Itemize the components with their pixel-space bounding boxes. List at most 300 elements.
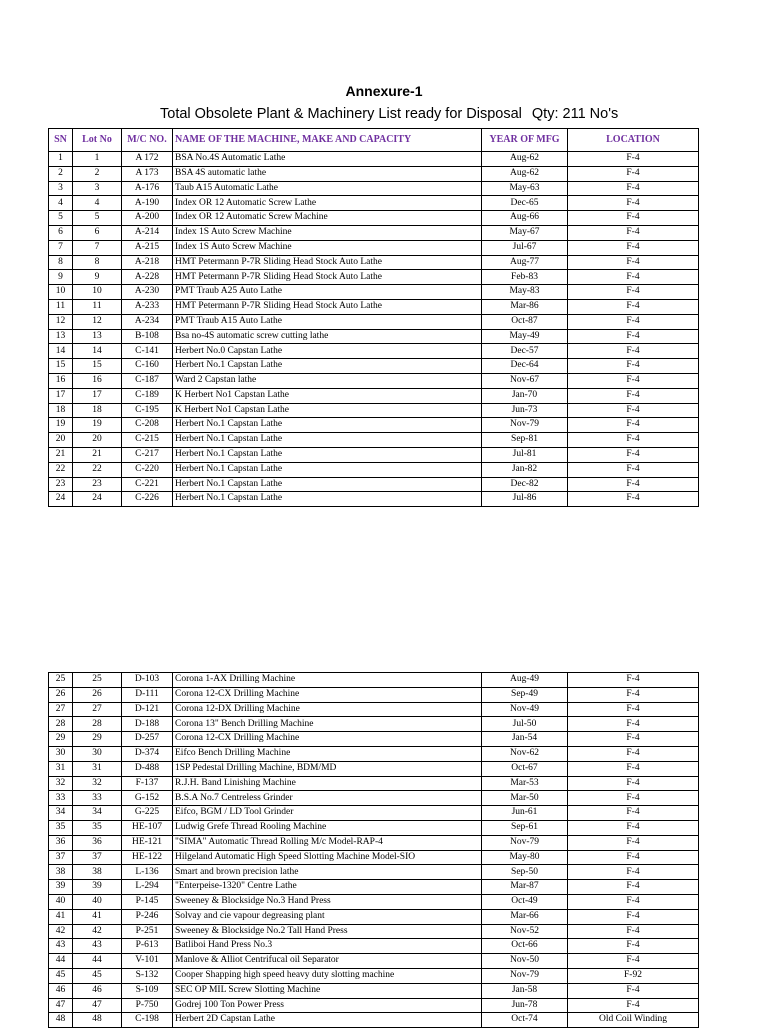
sn-cell: 1 <box>49 152 73 167</box>
table-row <box>49 447 699 462</box>
year-of-mfg-cell: May-49 <box>482 329 568 344</box>
sn-cell: 5 <box>49 211 73 226</box>
sn-cell: 3 <box>49 181 73 196</box>
sn-cell: 30 <box>49 746 73 761</box>
lot-no-cell: 7 <box>73 240 122 255</box>
location-cell: F-4 <box>568 299 699 314</box>
table-row <box>49 717 699 732</box>
lot-no-cell: 19 <box>73 418 122 433</box>
sn-cell: 40 <box>49 894 73 909</box>
year-of-mfg-cell: Aug-66 <box>482 211 568 226</box>
year-of-mfg-cell: Mar-53 <box>482 776 568 791</box>
sn-cell: 23 <box>49 477 73 492</box>
table-row <box>49 998 699 1013</box>
mc-no-cell: C-226 <box>122 492 173 507</box>
lot-no-cell: 31 <box>73 761 122 776</box>
lot-no-cell: 13 <box>73 329 122 344</box>
lot-no-cell: 22 <box>73 462 122 477</box>
year-of-mfg-cell: Dec-57 <box>482 344 568 359</box>
location-cell: F-4 <box>568 211 699 226</box>
subtitle-text: Total Obsolete Plant & Machinery List ready for Disposal <box>160 106 522 122</box>
location-cell: F-4 <box>568 880 699 895</box>
table-row <box>49 850 699 865</box>
sn-cell: 33 <box>49 791 73 806</box>
machine-name-cell: Index 1S Auto Screw Machine <box>173 225 482 240</box>
mc-no-cell: A 173 <box>122 166 173 181</box>
machine-name-cell: Taub A15 Automatic Lathe <box>173 181 482 196</box>
lot-no-cell: 3 <box>73 181 122 196</box>
year-of-mfg-cell: Sep-50 <box>482 865 568 880</box>
location-cell: F-4 <box>568 954 699 969</box>
year-of-mfg-cell: Jun-73 <box>482 403 568 418</box>
sn-cell: 20 <box>49 433 73 448</box>
header-machine-name: NAME OF THE MACHINE, MAKE AND CAPACITY <box>173 129 482 152</box>
location-cell: F-4 <box>568 761 699 776</box>
lot-no-cell: 5 <box>73 211 122 226</box>
location-cell: F-4 <box>568 850 699 865</box>
mc-no-cell: HE-121 <box>122 835 173 850</box>
mc-no-cell: A-230 <box>122 285 173 300</box>
machine-name-cell: Ward 2 Capstan lathe <box>173 373 482 388</box>
sn-cell: 2 <box>49 166 73 181</box>
location-cell: F-4 <box>568 447 699 462</box>
location-cell: F-4 <box>568 673 699 688</box>
table-row <box>49 152 699 167</box>
header-year-of-mfg: YEAR OF MFG <box>482 129 568 152</box>
mc-no-cell: D-488 <box>122 761 173 776</box>
sn-cell: 18 <box>49 403 73 418</box>
lot-no-cell: 46 <box>73 983 122 998</box>
machine-name-cell: "Enterpeise-1320" Centre Lathe <box>173 880 482 895</box>
mc-no-cell: C-187 <box>122 373 173 388</box>
location-cell: F-4 <box>568 152 699 167</box>
machine-name-cell: Corona 1-AX Drilling Machine <box>173 673 482 688</box>
lot-no-cell: 11 <box>73 299 122 314</box>
location-cell: F-4 <box>568 983 699 998</box>
table-row <box>49 806 699 821</box>
table-row <box>49 418 699 433</box>
table-row <box>49 968 699 983</box>
sn-cell: 7 <box>49 240 73 255</box>
table-row <box>49 477 699 492</box>
table-row <box>49 344 699 359</box>
location-cell: F-4 <box>568 746 699 761</box>
table-row <box>49 388 699 403</box>
lot-no-cell: 37 <box>73 850 122 865</box>
machine-name-cell: Godrej 100 Ton Power Press <box>173 998 482 1013</box>
machine-name-cell: Herbert No.1 Capstan Lathe <box>173 418 482 433</box>
mc-no-cell: P-613 <box>122 939 173 954</box>
mc-no-cell: A-190 <box>122 196 173 211</box>
mc-no-cell: D-374 <box>122 746 173 761</box>
mc-no-cell: P-750 <box>122 998 173 1013</box>
machine-name-cell: Herbert No.0 Capstan Lathe <box>173 344 482 359</box>
mc-no-cell: A-233 <box>122 299 173 314</box>
location-cell: F-4 <box>568 998 699 1013</box>
sn-cell: 13 <box>49 329 73 344</box>
lot-no-cell: 15 <box>73 359 122 374</box>
table-row <box>49 820 699 835</box>
lot-no-cell: 16 <box>73 373 122 388</box>
lot-no-cell: 35 <box>73 820 122 835</box>
location-cell: F-4 <box>568 477 699 492</box>
location-cell: F-4 <box>568 939 699 954</box>
location-cell: F-4 <box>568 225 699 240</box>
mc-no-cell: C-141 <box>122 344 173 359</box>
machine-name-cell: Corona 12-CX Drilling Machine <box>173 687 482 702</box>
machine-name-cell: Batliboi Hand Press No.3 <box>173 939 482 954</box>
machine-name-cell: "SIMA" Automatic Thread Rolling M/c Model-RAP-4 <box>173 835 482 850</box>
machine-name-cell: Index OR 12 Automatic Screw Machine <box>173 211 482 226</box>
sn-cell: 45 <box>49 968 73 983</box>
table-row <box>49 761 699 776</box>
year-of-mfg-cell: Jan-82 <box>482 462 568 477</box>
table-row <box>49 255 699 270</box>
lot-no-cell: 48 <box>73 1013 122 1028</box>
header-mc-no: M/C NO. <box>122 129 173 152</box>
lot-no-cell: 42 <box>73 924 122 939</box>
machine-name-cell: Eifco, BGM / LD Tool Grinder <box>173 806 482 821</box>
sn-cell: 37 <box>49 850 73 865</box>
table-row <box>49 835 699 850</box>
location-cell: F-4 <box>568 717 699 732</box>
sn-cell: 16 <box>49 373 73 388</box>
year-of-mfg-cell: Nov-52 <box>482 924 568 939</box>
machine-name-cell: 1SP Pedestal Drilling Machine, BDM/MD <box>173 761 482 776</box>
table-row <box>49 285 699 300</box>
machine-name-cell: Corona 12-DX Drilling Machine <box>173 702 482 717</box>
table-row <box>49 196 699 211</box>
sn-cell: 38 <box>49 865 73 880</box>
sn-cell: 12 <box>49 314 73 329</box>
machine-name-cell: Corona 12-CX Drilling Machine <box>173 732 482 747</box>
mc-no-cell: C-220 <box>122 462 173 477</box>
location-cell: F-4 <box>568 820 699 835</box>
table-row <box>49 983 699 998</box>
table-row <box>49 924 699 939</box>
mc-no-cell: A-214 <box>122 225 173 240</box>
machine-name-cell: HMT Petermann P-7R Sliding Head Stock Auto Lathe <box>173 255 482 270</box>
mc-no-cell: A-234 <box>122 314 173 329</box>
machine-name-cell: Index OR 12 Automatic Screw Lathe <box>173 196 482 211</box>
year-of-mfg-cell: Nov-50 <box>482 954 568 969</box>
machine-name-cell: Bsa no-4S automatic screw cutting lathe <box>173 329 482 344</box>
location-cell: F-4 <box>568 373 699 388</box>
year-of-mfg-cell: Aug-49 <box>482 673 568 688</box>
year-of-mfg-cell: Mar-50 <box>482 791 568 806</box>
year-of-mfg-cell: Jan-58 <box>482 983 568 998</box>
lot-no-cell: 44 <box>73 954 122 969</box>
mc-no-cell: HE-122 <box>122 850 173 865</box>
sn-cell: 29 <box>49 732 73 747</box>
mc-no-cell: S-109 <box>122 983 173 998</box>
lot-no-cell: 8 <box>73 255 122 270</box>
mc-no-cell: HE-107 <box>122 820 173 835</box>
location-cell: F-4 <box>568 909 699 924</box>
year-of-mfg-cell: Dec-82 <box>482 477 568 492</box>
sn-cell: 24 <box>49 492 73 507</box>
lot-no-cell: 24 <box>73 492 122 507</box>
machine-name-cell: Solvay and cie vapour degreasing plant <box>173 909 482 924</box>
machinery-table-1 <box>48 128 699 507</box>
lot-no-cell: 14 <box>73 344 122 359</box>
mc-no-cell: G-225 <box>122 806 173 821</box>
mc-no-cell: V-101 <box>122 954 173 969</box>
machine-name-cell: Herbert No.1 Capstan Lathe <box>173 492 482 507</box>
lot-no-cell: 39 <box>73 880 122 895</box>
machine-name-cell: Sweeney & Blocksidge No.2 Tall Hand Press <box>173 924 482 939</box>
lot-no-cell: 34 <box>73 806 122 821</box>
mc-no-cell: D-188 <box>122 717 173 732</box>
location-cell: F-4 <box>568 732 699 747</box>
location-cell: F-4 <box>568 687 699 702</box>
table-row <box>49 791 699 806</box>
year-of-mfg-cell: Jan-54 <box>482 732 568 747</box>
machine-name-cell: Manlove & Alliot Centrifucal oil Separator <box>173 954 482 969</box>
table-row <box>49 373 699 388</box>
sn-cell: 14 <box>49 344 73 359</box>
year-of-mfg-cell: Nov-67 <box>482 373 568 388</box>
year-of-mfg-cell: Nov-49 <box>482 702 568 717</box>
year-of-mfg-cell: May-83 <box>482 285 568 300</box>
sn-cell: 39 <box>49 880 73 895</box>
table-row <box>49 954 699 969</box>
year-of-mfg-cell: Oct-87 <box>482 314 568 329</box>
machine-name-cell: Herbert No.1 Capstan Lathe <box>173 447 482 462</box>
year-of-mfg-cell: Nov-79 <box>482 418 568 433</box>
mc-no-cell: G-152 <box>122 791 173 806</box>
lot-no-cell: 6 <box>73 225 122 240</box>
machine-name-cell: Ludwig Grefe Thread Rooling Machine <box>173 820 482 835</box>
machine-name-cell: Index 1S Auto Screw Machine <box>173 240 482 255</box>
mc-no-cell: S-132 <box>122 968 173 983</box>
lot-no-cell: 43 <box>73 939 122 954</box>
location-cell: F-4 <box>568 418 699 433</box>
mc-no-cell: P-246 <box>122 909 173 924</box>
sn-cell: 17 <box>49 388 73 403</box>
mc-no-cell: C-217 <box>122 447 173 462</box>
lot-no-cell: 41 <box>73 909 122 924</box>
year-of-mfg-cell: Oct-66 <box>482 939 568 954</box>
lot-no-cell: 36 <box>73 835 122 850</box>
year-of-mfg-cell: May-63 <box>482 181 568 196</box>
year-of-mfg-cell: Aug-62 <box>482 166 568 181</box>
mc-no-cell: B-108 <box>122 329 173 344</box>
location-cell: F-4 <box>568 196 699 211</box>
sn-cell: 10 <box>49 285 73 300</box>
year-of-mfg-cell: Nov-62 <box>482 746 568 761</box>
table-row <box>49 299 699 314</box>
table-row <box>49 166 699 181</box>
year-of-mfg-cell: Sep-61 <box>482 820 568 835</box>
mc-no-cell: C-221 <box>122 477 173 492</box>
mc-no-cell: C-195 <box>122 403 173 418</box>
location-cell: F-4 <box>568 314 699 329</box>
year-of-mfg-cell: May-67 <box>482 225 568 240</box>
table-row <box>49 702 699 717</box>
sn-cell: 48 <box>49 1013 73 1028</box>
sn-cell: 22 <box>49 462 73 477</box>
sn-cell: 41 <box>49 909 73 924</box>
year-of-mfg-cell: Mar-86 <box>482 299 568 314</box>
location-cell: F-4 <box>568 492 699 507</box>
lot-no-cell: 18 <box>73 403 122 418</box>
lot-no-cell: 30 <box>73 746 122 761</box>
mc-no-cell: L-294 <box>122 880 173 895</box>
machine-name-cell: Herbert No.1 Capstan Lathe <box>173 359 482 374</box>
mc-no-cell: A-215 <box>122 240 173 255</box>
table-row <box>49 433 699 448</box>
machine-name-cell: Herbert No.1 Capstan Lathe <box>173 462 482 477</box>
mc-no-cell: C-189 <box>122 388 173 403</box>
sn-cell: 6 <box>49 225 73 240</box>
sn-cell: 15 <box>49 359 73 374</box>
sn-cell: 34 <box>49 806 73 821</box>
lot-no-cell: 12 <box>73 314 122 329</box>
lot-no-cell: 28 <box>73 717 122 732</box>
location-cell: F-4 <box>568 702 699 717</box>
lot-no-cell: 20 <box>73 433 122 448</box>
lot-no-cell: 32 <box>73 776 122 791</box>
machine-name-cell: Hilgeland Automatic High Speed Slotting Machine Model-SIO <box>173 850 482 865</box>
table-row <box>49 939 699 954</box>
table-row <box>49 865 699 880</box>
machine-name-cell: HMT Petermann P-7R Sliding Head Stock Auto Lathe <box>173 299 482 314</box>
sn-cell: 43 <box>49 939 73 954</box>
location-cell: Old Coil Winding <box>568 1013 699 1028</box>
header-location: LOCATION <box>568 129 699 152</box>
mc-no-cell: P-251 <box>122 924 173 939</box>
year-of-mfg-cell: Mar-66 <box>482 909 568 924</box>
mc-no-cell: P-145 <box>122 894 173 909</box>
sn-cell: 25 <box>49 673 73 688</box>
location-cell: F-4 <box>568 285 699 300</box>
header-lot-no: Lot No <box>73 129 122 152</box>
year-of-mfg-cell: Sep-81 <box>482 433 568 448</box>
machine-name-cell: Herbert 2D Capstan Lathe <box>173 1013 482 1028</box>
lot-no-cell: 47 <box>73 998 122 1013</box>
location-cell: F-4 <box>568 388 699 403</box>
sn-cell: 44 <box>49 954 73 969</box>
machine-name-cell: Herbert No.1 Capstan Lathe <box>173 477 482 492</box>
sn-cell: 26 <box>49 687 73 702</box>
location-cell: F-4 <box>568 433 699 448</box>
sn-cell: 9 <box>49 270 73 285</box>
location-cell: F-4 <box>568 181 699 196</box>
table-row <box>49 181 699 196</box>
year-of-mfg-cell: Mar-87 <box>482 880 568 895</box>
mc-no-cell: C-160 <box>122 359 173 374</box>
mc-no-cell: C-198 <box>122 1013 173 1028</box>
location-cell: F-4 <box>568 894 699 909</box>
lot-no-cell: 26 <box>73 687 122 702</box>
year-of-mfg-cell: Oct-74 <box>482 1013 568 1028</box>
year-of-mfg-cell: Nov-79 <box>482 968 568 983</box>
lot-no-cell: 27 <box>73 702 122 717</box>
sn-cell: 19 <box>49 418 73 433</box>
year-of-mfg-cell: Jul-50 <box>482 717 568 732</box>
machine-name-cell: Sweeney & Blocksidge No.3 Hand Press <box>173 894 482 909</box>
table-row <box>49 1013 699 1028</box>
year-of-mfg-cell: Jul-67 <box>482 240 568 255</box>
lot-no-cell: 40 <box>73 894 122 909</box>
year-of-mfg-cell: Jan-70 <box>482 388 568 403</box>
mc-no-cell: A 172 <box>122 152 173 167</box>
machine-name-cell: PMT Traub A15 Auto Lathe <box>173 314 482 329</box>
location-cell: F-4 <box>568 924 699 939</box>
mc-no-cell: D-111 <box>122 687 173 702</box>
year-of-mfg-cell: Aug-77 <box>482 255 568 270</box>
table-row <box>49 240 699 255</box>
table-row <box>49 403 699 418</box>
sn-cell: 8 <box>49 255 73 270</box>
sn-cell: 31 <box>49 761 73 776</box>
location-cell: F-4 <box>568 270 699 285</box>
table-row <box>49 687 699 702</box>
lot-no-cell: 4 <box>73 196 122 211</box>
machine-name-cell: BSA No.4S Automatic Lathe <box>173 152 482 167</box>
location-cell: F-4 <box>568 806 699 821</box>
table-row <box>49 746 699 761</box>
mc-no-cell: A-228 <box>122 270 173 285</box>
lot-no-cell: 2 <box>73 166 122 181</box>
quantity-label: Qty: 211 No's <box>531 106 619 122</box>
lot-no-cell: 45 <box>73 968 122 983</box>
location-cell: F-4 <box>568 462 699 477</box>
year-of-mfg-cell: Dec-65 <box>482 196 568 211</box>
lot-no-cell: 21 <box>73 447 122 462</box>
location-cell: F-4 <box>568 329 699 344</box>
table-row <box>49 776 699 791</box>
sn-cell: 11 <box>49 299 73 314</box>
sn-cell: 42 <box>49 924 73 939</box>
lot-no-cell: 1 <box>73 152 122 167</box>
mc-no-cell: D-103 <box>122 673 173 688</box>
header-sn: SN <box>49 129 73 152</box>
location-cell: F-92 <box>568 968 699 983</box>
machine-name-cell: PMT Traub A25 Auto Lathe <box>173 285 482 300</box>
machine-name-cell: SEC OP MIL Screw Slotting Machine <box>173 983 482 998</box>
sn-cell: 47 <box>49 998 73 1013</box>
location-cell: F-4 <box>568 240 699 255</box>
machine-name-cell: Smart and brown precision lathe <box>173 865 482 880</box>
table-row <box>49 314 699 329</box>
lot-no-cell: 25 <box>73 673 122 688</box>
table-row <box>49 225 699 240</box>
year-of-mfg-cell: May-80 <box>482 850 568 865</box>
year-of-mfg-cell: Oct-67 <box>482 761 568 776</box>
lot-no-cell: 23 <box>73 477 122 492</box>
mc-no-cell: A-200 <box>122 211 173 226</box>
year-of-mfg-cell: Dec-64 <box>482 359 568 374</box>
location-cell: F-4 <box>568 344 699 359</box>
year-of-mfg-cell: Oct-49 <box>482 894 568 909</box>
machine-name-cell: Herbert No.1 Capstan Lathe <box>173 433 482 448</box>
table-row <box>49 673 699 688</box>
location-cell: F-4 <box>568 359 699 374</box>
sn-cell: 28 <box>49 717 73 732</box>
table-row <box>49 909 699 924</box>
sn-cell: 36 <box>49 835 73 850</box>
year-of-mfg-cell: Sep-49 <box>482 687 568 702</box>
machine-name-cell: HMT Petermann P-7R Sliding Head Stock Auto Lathe <box>173 270 482 285</box>
machine-name-cell: K Herbert No1 Capstan Lathe <box>173 403 482 418</box>
table-row <box>49 894 699 909</box>
machine-name-cell: R.J.H. Band Linishing Machine <box>173 776 482 791</box>
mc-no-cell: C-215 <box>122 433 173 448</box>
machinery-table-2 <box>48 672 699 1028</box>
machine-name-cell: Corona 13" Bench Drilling Machine <box>173 717 482 732</box>
